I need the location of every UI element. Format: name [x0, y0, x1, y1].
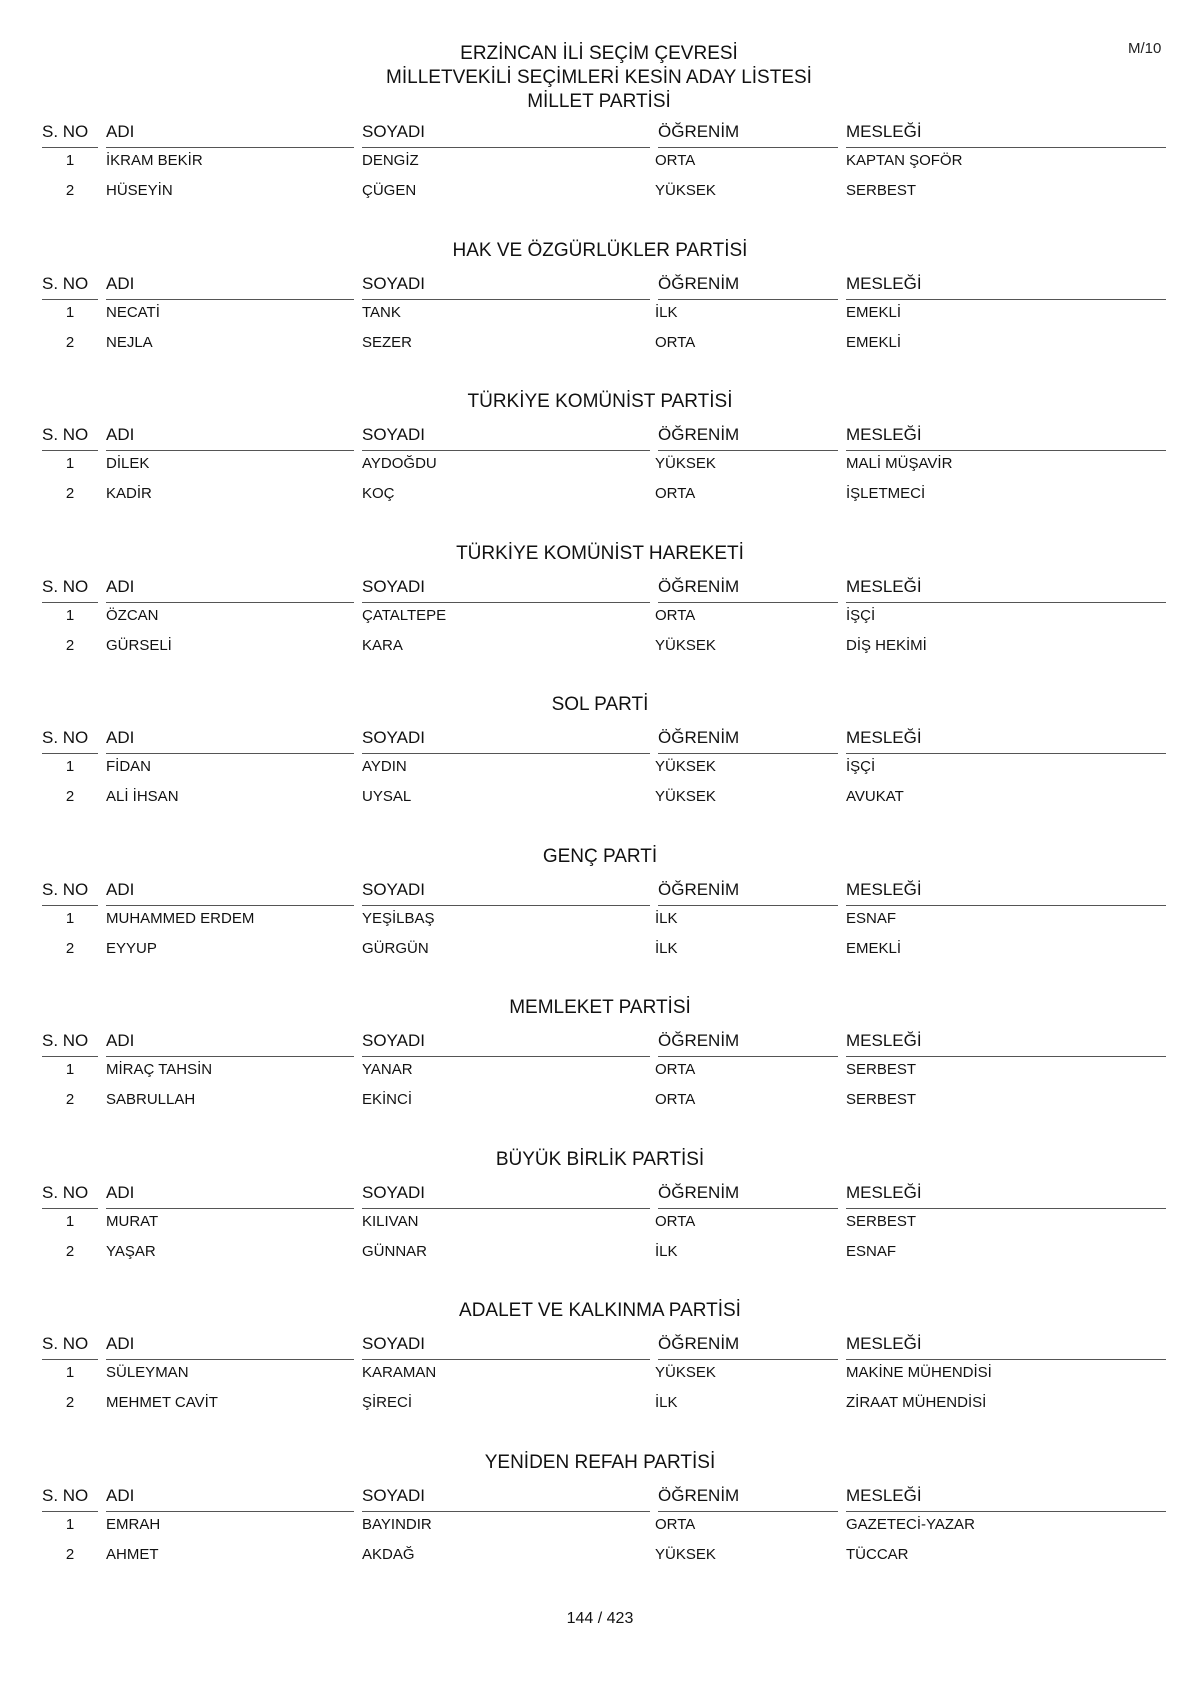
cell-no: 2	[65, 1242, 75, 1260]
column-header-ogrenim: ÖĞRENİM	[658, 1031, 838, 1057]
party-title: HAK VE ÖZGÜRLÜKLER PARTİSİ	[452, 239, 748, 261]
column-header-sno: S. NO	[42, 1334, 98, 1360]
cell-ogrenim: ORTA	[655, 485, 696, 502]
table-row	[0, 637, 1200, 661]
column-header-sno: S. NO	[42, 425, 98, 451]
cell-meslek: İŞLETMECİ	[846, 485, 926, 502]
column-header-adi: ADI	[106, 1183, 354, 1209]
party-title: MEMLEKET PARTİSİ	[509, 997, 691, 1018]
cell-adi: EMRAH	[106, 1515, 161, 1533]
column-header-sno: S. NO	[42, 274, 98, 300]
cell-ogrenim: ORTA	[655, 1061, 696, 1078]
cell-adi: KADİR	[106, 485, 152, 502]
cell-ogrenim: ORTA	[655, 333, 696, 351]
cell-no: 2	[65, 1545, 75, 1563]
table-row	[0, 940, 1200, 964]
column-header-sno: S. NO	[42, 1031, 98, 1057]
cell-no: 2	[65, 1394, 75, 1411]
cell-no: 2	[65, 788, 75, 805]
cell-no: 1	[65, 909, 75, 927]
cell-meslek: DİŞ HEKİMİ	[846, 636, 927, 654]
cell-no: 2	[65, 182, 75, 199]
cell-meslek: EMEKLİ	[846, 939, 902, 957]
cell-no: 2	[65, 939, 75, 957]
cell-adi: GÜRSELİ	[106, 636, 172, 654]
cell-ogrenim: YÜKSEK	[655, 636, 716, 654]
column-header-soyadi: SOYADI	[362, 425, 650, 451]
table-row	[0, 910, 1200, 934]
cell-ogrenim: ORTA	[655, 606, 696, 624]
cell-ogrenim: İLK	[655, 1394, 678, 1411]
cell-meslek: SERBEST	[846, 182, 917, 199]
cell-soyadi: ÇÜGEN	[362, 182, 417, 199]
column-header-adi: ADI	[106, 728, 354, 754]
cell-ogrenim: İLK	[655, 303, 678, 321]
column-header-sno: S. NO	[42, 122, 98, 148]
cell-soyadi: KILIVAN	[362, 1212, 419, 1230]
cell-meslek: SERBEST	[846, 1061, 917, 1078]
cell-soyadi: KARAMAN	[362, 1364, 437, 1381]
cell-soyadi: KARA	[362, 636, 403, 654]
cell-soyadi: UYSAL	[362, 788, 412, 805]
cell-meslek: EMEKLİ	[846, 303, 902, 321]
table-row	[0, 455, 1200, 479]
table-row	[0, 1394, 1200, 1418]
cell-soyadi: YEŞİLBAŞ	[362, 909, 435, 927]
cell-ogrenim: ORTA	[655, 152, 696, 169]
table-row	[0, 1213, 1200, 1237]
column-header-sno: S. NO	[42, 880, 98, 906]
table-row	[0, 485, 1200, 509]
column-header-meslek: MESLEĞİ	[846, 1334, 1166, 1360]
cell-meslek: İŞÇİ	[846, 758, 876, 775]
cell-meslek: KAPTAN ŞOFÖR	[846, 152, 963, 169]
cell-no: 1	[65, 1364, 75, 1381]
cell-no: 2	[65, 485, 75, 502]
cell-soyadi: AYDOĞDU	[362, 455, 437, 472]
table-row	[0, 1516, 1200, 1540]
header-first-party: MİLLET PARTİSİ	[527, 91, 671, 112]
column-header-meslek: MESLEĞİ	[846, 577, 1166, 603]
column-header-ogrenim: ÖĞRENİM	[658, 880, 838, 906]
cell-soyadi: AKDAĞ	[362, 1545, 415, 1563]
column-header-adi: ADI	[106, 1486, 354, 1512]
cell-meslek: SERBEST	[846, 1212, 917, 1230]
cell-ogrenim: ORTA	[655, 1091, 696, 1108]
column-header-soyadi: SOYADI	[362, 728, 650, 754]
column-header-sno: S. NO	[42, 1486, 98, 1512]
column-header-meslek: MESLEĞİ	[846, 728, 1166, 754]
column-header-adi: ADI	[106, 1031, 354, 1057]
table-row	[0, 1364, 1200, 1388]
column-header-ogrenim: ÖĞRENİM	[658, 274, 838, 300]
cell-adi: NECATİ	[106, 303, 160, 321]
header-constituency: ERZİNCAN İLİ SEÇİM ÇEVRESİ	[460, 43, 738, 64]
cell-meslek: MAKİNE MÜHENDİSİ	[846, 1364, 992, 1381]
cell-ogrenim: ORTA	[655, 1212, 696, 1230]
page-code: M/10	[1128, 40, 1162, 57]
cell-no: 1	[65, 152, 75, 169]
party-title: ADALET VE KALKINMA PARTİSİ	[459, 1300, 741, 1321]
cell-no: 1	[65, 1515, 75, 1533]
cell-no: 1	[65, 606, 75, 624]
cell-ogrenim: ORTA	[655, 1515, 696, 1533]
cell-meslek: MALİ MÜŞAVİR	[846, 455, 953, 472]
table-row	[0, 152, 1200, 176]
cell-adi: ÖZCAN	[106, 606, 159, 624]
page-number: 144 / 423	[566, 1610, 634, 1627]
cell-ogrenim: YÜKSEK	[655, 1364, 716, 1381]
column-header-meslek: MESLEĞİ	[846, 425, 1166, 451]
cell-meslek: AVUKAT	[846, 788, 904, 805]
cell-meslek: İŞÇİ	[846, 606, 876, 624]
table-row	[0, 1546, 1200, 1570]
cell-meslek: ESNAF	[846, 1242, 897, 1260]
cell-no: 1	[65, 303, 75, 321]
column-header-sno: S. NO	[42, 577, 98, 603]
column-header-adi: ADI	[106, 274, 354, 300]
cell-soyadi: KOÇ	[362, 485, 395, 502]
party-title: SOL PARTİ	[551, 694, 649, 715]
cell-soyadi: AYDIN	[362, 758, 407, 775]
column-header-ogrenim: ÖĞRENİM	[658, 728, 838, 754]
column-header-ogrenim: ÖĞRENİM	[658, 122, 838, 148]
cell-adi: SÜLEYMAN	[106, 1364, 189, 1381]
cell-soyadi: GÜRGÜN	[362, 939, 429, 957]
cell-no: 2	[65, 636, 75, 654]
column-header-adi: ADI	[106, 122, 354, 148]
column-header-ogrenim: ÖĞRENİM	[658, 425, 838, 451]
cell-soyadi: ÇATALTEPE	[362, 606, 447, 624]
cell-no: 2	[65, 1091, 75, 1108]
cell-meslek: EMEKLİ	[846, 333, 902, 351]
document-header	[0, 42, 1200, 114]
column-header-sno: S. NO	[42, 1183, 98, 1209]
cell-adi: ALİ İHSAN	[106, 788, 179, 805]
column-header-meslek: MESLEĞİ	[846, 274, 1166, 300]
cell-soyadi: EKİNCİ	[362, 1091, 413, 1108]
cell-meslek: GAZETECİ-YAZAR	[846, 1515, 975, 1533]
cell-soyadi: TANK	[362, 303, 401, 321]
column-header-adi: ADI	[106, 1334, 354, 1360]
cell-adi: HÜSEYİN	[106, 182, 173, 199]
column-header-meslek: MESLEĞİ	[846, 880, 1166, 906]
column-header-ogrenim: ÖĞRENİM	[658, 1334, 838, 1360]
cell-adi: YAŞAR	[106, 1242, 156, 1260]
cell-adi: SABRULLAH	[106, 1091, 196, 1108]
cell-ogrenim: YÜKSEK	[655, 182, 716, 199]
cell-meslek: ZİRAAT MÜHENDİSİ	[846, 1394, 987, 1411]
party-title: TÜRKİYE KOMÜNİST PARTİSİ	[467, 391, 733, 412]
cell-adi: MEHMET CAVİT	[106, 1394, 218, 1411]
cell-no: 2	[65, 333, 75, 351]
cell-adi: MUHAMMED ERDEM	[106, 909, 255, 927]
cell-ogrenim: İLK	[655, 1242, 678, 1260]
cell-ogrenim: İLK	[655, 909, 678, 927]
column-header-adi: ADI	[106, 880, 354, 906]
cell-adi: FİDAN	[106, 758, 151, 775]
cell-soyadi: SEZER	[362, 333, 413, 351]
party-title: BÜYÜK BİRLİK PARTİSİ	[495, 1148, 705, 1170]
table-row	[0, 788, 1200, 812]
column-header-meslek: MESLEĞİ	[846, 1486, 1166, 1512]
table-row	[0, 1091, 1200, 1115]
column-header-soyadi: SOYADI	[362, 577, 650, 603]
cell-meslek: SERBEST	[846, 1091, 917, 1108]
column-header-ogrenim: ÖĞRENİM	[658, 577, 838, 603]
cell-adi: NEJLA	[106, 333, 153, 351]
cell-no: 1	[65, 758, 75, 775]
table-row	[0, 182, 1200, 206]
cell-soyadi: DENGİZ	[362, 152, 419, 169]
column-header-ogrenim: ÖĞRENİM	[658, 1183, 838, 1209]
column-header-soyadi: SOYADI	[362, 880, 650, 906]
column-header-soyadi: SOYADI	[362, 274, 650, 300]
cell-soyadi: BAYINDIR	[362, 1515, 432, 1533]
table-row	[0, 304, 1200, 328]
table-row	[0, 758, 1200, 782]
column-header-soyadi: SOYADI	[362, 1183, 650, 1209]
column-header-meslek: MESLEĞİ	[846, 1031, 1166, 1057]
column-header-sno: S. NO	[42, 728, 98, 754]
column-header-soyadi: SOYADI	[362, 1334, 650, 1360]
table-row	[0, 1061, 1200, 1085]
column-header-meslek: MESLEĞİ	[846, 122, 1166, 148]
party-title: TÜRKİYE KOMÜNİST HAREKETİ	[456, 542, 744, 564]
column-header-soyadi: SOYADI	[362, 122, 650, 148]
cell-ogrenim: YÜKSEK	[655, 1545, 716, 1563]
cell-meslek: TÜCCAR	[846, 1545, 909, 1563]
cell-soyadi: GÜNNAR	[362, 1242, 428, 1260]
cell-soyadi: YANAR	[362, 1061, 413, 1078]
cell-adi: MURAT	[106, 1212, 159, 1230]
header-list-title: MİLLETVEKİLİ SEÇİMLERİ KESİN ADAY LİSTESİ	[386, 67, 812, 88]
column-header-meslek: MESLEĞİ	[846, 1183, 1166, 1209]
table-row	[0, 1243, 1200, 1267]
column-header-soyadi: SOYADI	[362, 1031, 650, 1057]
table-row	[0, 607, 1200, 631]
cell-meslek: ESNAF	[846, 909, 897, 927]
cell-no: 1	[65, 1212, 75, 1230]
cell-no: 1	[65, 1061, 75, 1078]
party-title: GENÇ PARTİ	[542, 845, 658, 867]
cell-soyadi: ŞİRECİ	[362, 1394, 413, 1411]
column-header-soyadi: SOYADI	[362, 1486, 650, 1512]
column-header-adi: ADI	[106, 577, 354, 603]
cell-adi: AHMET	[106, 1545, 159, 1563]
party-title: YENİDEN REFAH PARTİSİ	[484, 1451, 716, 1473]
table-row	[0, 334, 1200, 358]
cell-ogrenim: YÜKSEK	[655, 788, 716, 805]
cell-ogrenim: YÜKSEK	[655, 455, 716, 472]
cell-adi: MİRAÇ TAHSİN	[106, 1061, 213, 1078]
cell-adi: İKRAM BEKİR	[106, 152, 203, 169]
cell-adi: EYYUP	[106, 939, 157, 957]
cell-ogrenim: İLK	[655, 939, 678, 957]
column-header-ogrenim: ÖĞRENİM	[658, 1486, 838, 1512]
cell-adi: DİLEK	[106, 455, 150, 472]
cell-ogrenim: YÜKSEK	[655, 758, 716, 775]
cell-no: 1	[65, 455, 75, 472]
column-header-adi: ADI	[106, 425, 354, 451]
